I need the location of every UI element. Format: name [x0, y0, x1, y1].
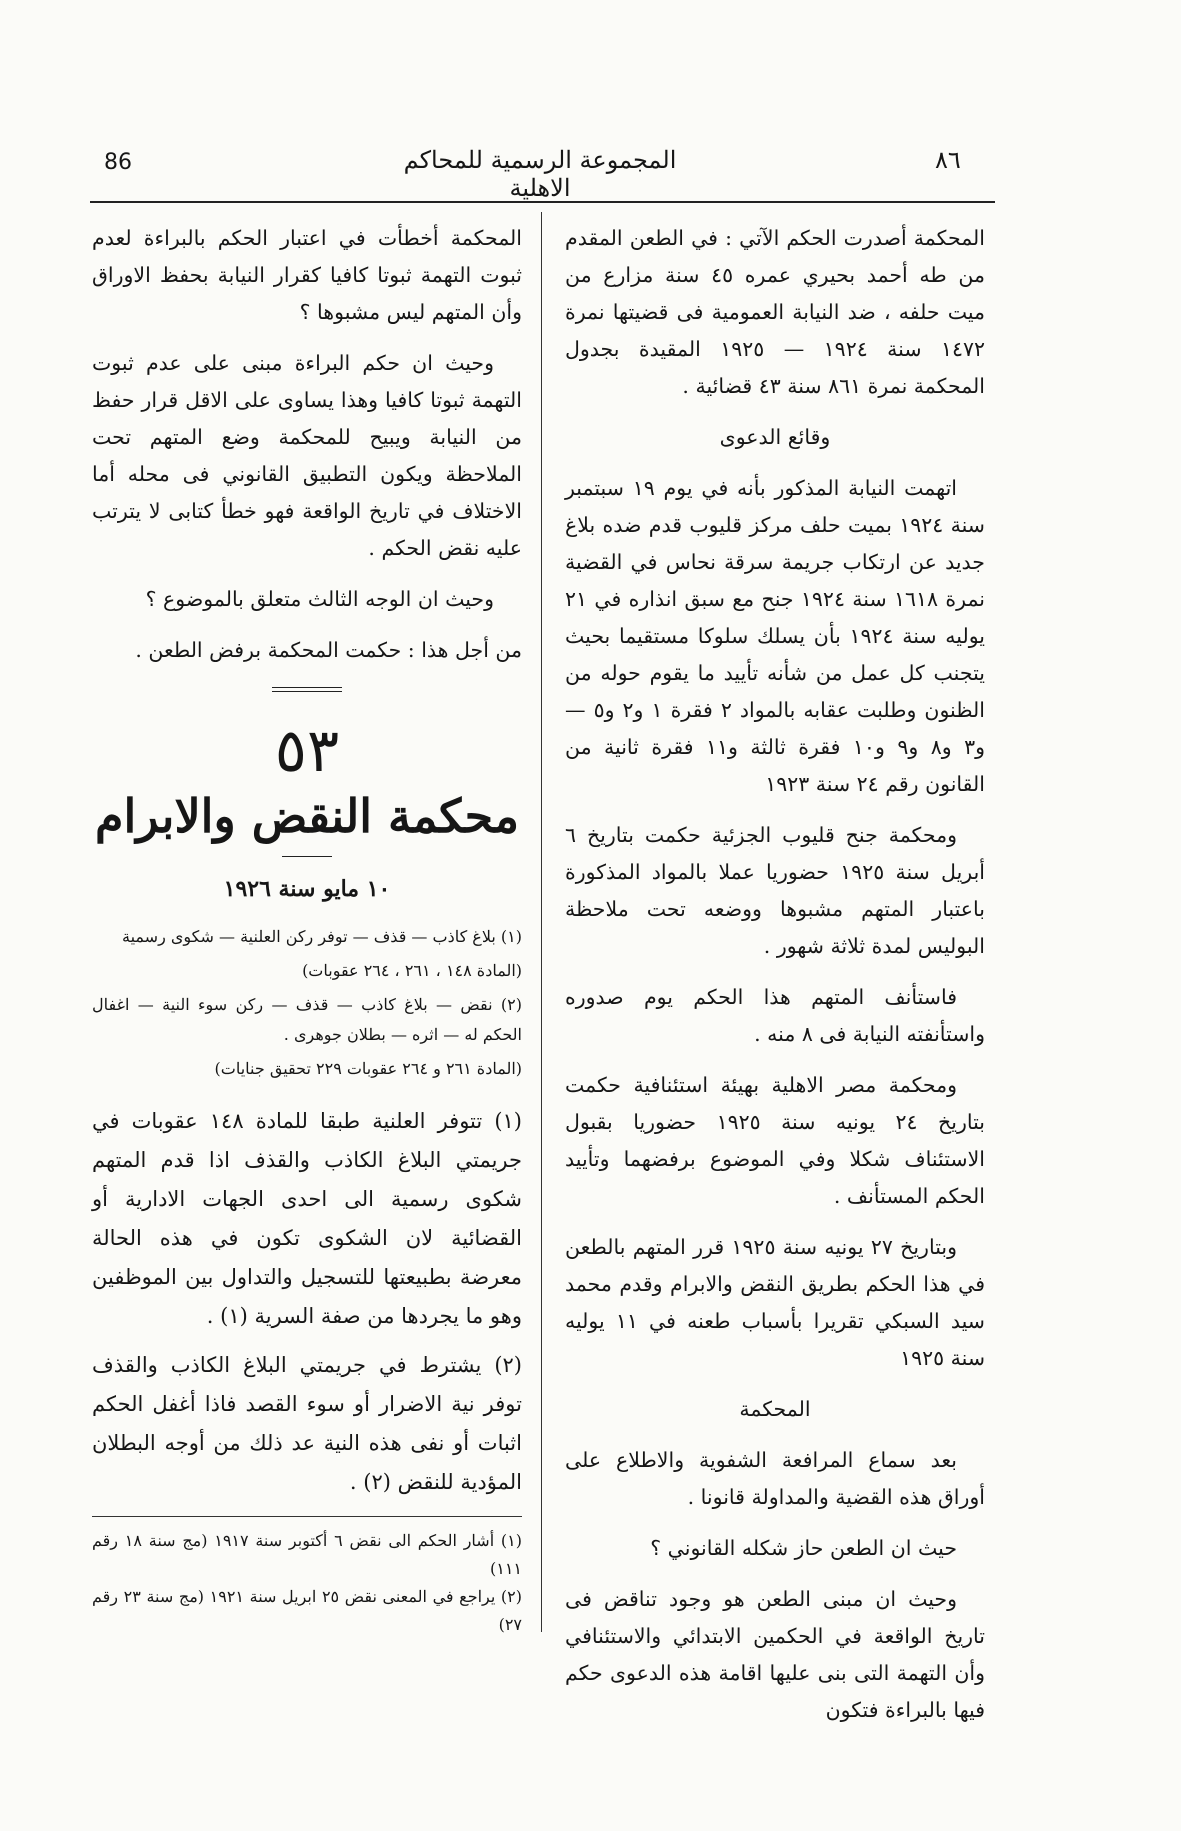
- court-title: محكمة النقض والابرام: [95, 789, 519, 843]
- section-separator: [272, 687, 342, 692]
- principle-1: (١) تتوفر العلنية طبقا للمادة ١٤٨ عقوبات في جريمتي البلاغ الكاذب والقذف اذا قدم المتهم شكوى رسمية الى احدى الجهات الادارية أو القضائية لان الشكوى تكون في هذه الحالة معرضة بطبيعتها للتسجيل والتداول بين الموظفين وهو ما يجردها من صفة السرية (١) .: [92, 1109, 522, 1328]
- left-column: [92, 220, 522, 1639]
- case-number: ٥٣: [274, 716, 340, 786]
- left-paragraph-2: وحيث ان حكم البراءة مبنى على عدم ثبوت التهمة ثبوتا كافيا وهذا يساوى على الاقل قرار حفظ من النيابة ويبيح للمحكمة وضع المتهم تحت الملاحظة ويكون التطبيق القانوني فى محله أما الاختلاف في تاريخ الواقعة فهو خطأ كتابى لا يترتب عليه نقض الحكم .: [92, 351, 522, 560]
- left-paragraph-4: من أجل هذا : حكمت المحكمة برفض الطعن .: [135, 638, 522, 662]
- page-number-latin: 86: [104, 150, 132, 175]
- principle-2: (٢) يشترط في جريمتي البلاغ الكاذب والقذف توفر نية الاضرار أو سوء القصد فاذا أغفل الحكم اثبات أو نفى هذه النية عد ذلك من أوجه البطلان المؤدية للنقض (٢) .: [92, 1353, 522, 1494]
- summary-item-1: (١) بلاغ كاذب — قذف — توفر ركن العلنية — شكوى رسمية: [122, 927, 522, 946]
- running-title: المجموعة الرسمية للمحاكم الاهلية: [403, 146, 677, 202]
- judgment-date: ١٠ مايو سنة ١٩٢٦: [223, 876, 391, 902]
- title-rule: [282, 856, 332, 857]
- summary-ref-1: (المادة ١٤٨ ، ٢٦١ ، ٢٦٤ عقوبات): [302, 961, 522, 980]
- facts-paragraph-1: اتهمت النيابة المذكور بأنه في يوم ١٩ سبتمبر سنة ١٩٢٤ بميت حلف مركز قليوب قدم ضده بلاغ جديد عن ارتكاب جريمة سرقة نحاس في القضية نمرة ١٦١٨ سنة ١٩٢٤ جنح مع سبق انذاره في ٢١ يوليه سنة ١٩٢٤ بأن يسلك سلوكا مستقيما بحيث يتجنب كل عمل من شأنه تأييد ما يقوم حوله من الظنون وطلبت عقابه بالمواد ٢ فقرة ١ و٢ و٥ — و٣ و٨ و٩ و١٠ فقرة ثالثة و١١ فقرة ثانية من القانون رقم ٢٤ سنة ١٩٢٣: [565, 476, 985, 796]
- summary-ref-2: (المادة ٢٦١ و ٢٦٤ عقوبات ٢٢٩ تحقيق جنايات): [214, 1059, 522, 1078]
- facts-paragraph-5: وبتاريخ ٢٧ يونيه سنة ١٩٢٥ قرر المتهم بالطعن في هذا الحكم بطريق النقض والابرام وقدم محمد سيد السبكي تقريرا بأسباب طعنه في ١١ يوليه سنة ١٩٢٥: [565, 1235, 985, 1370]
- left-paragraph-3: وحيث ان الوجه الثالث متعلق بالموضوع ؟: [145, 587, 494, 611]
- footnote-2: (٢) يراجع في المعنى نقض ٢٥ ابريل سنة ١٩٢١ (مج سنة ٢٣ رقم ٢٧): [92, 1587, 523, 1634]
- header-rule: [90, 201, 995, 203]
- facts-paragraph-2: ومحكمة جنح قليوب الجزئية حكمت بتاريخ ٦ أبريل سنة ١٩٢٥ حضوريا عملا بالمواد المذكورة باعتبار المتهم مشبوها ووضعه تحت ملاحظة البوليس لمدة ثلاثة شهور .: [565, 823, 985, 958]
- right-column: [565, 220, 985, 1743]
- summary-block: [92, 922, 522, 1084]
- footnotes: [92, 1527, 522, 1639]
- facts-paragraph-4: ومحكمة مصر الاهلية بهيئة استئنافية حكمت بتاريخ ٢٤ يونيه سنة ١٩٢٥ حضوريا بقبول الاستئناف شكلا وفي الموضوع برفضهما وتأييد الحكم المستأنف .: [565, 1073, 985, 1208]
- court-paragraph-3: وحيث ان مبنى الطعن هو وجود تناقض فى تاريخ الواقعة في الحكمين الابتدائي والاستئنافي وأن التهمة التى بنى عليها اقامة هذه الدعوى حكم فيها بالبراءة فتكون: [565, 1587, 985, 1722]
- court-paragraph-2: حيث ان الطعن حاز شكله القانوني ؟: [650, 1536, 957, 1560]
- page-number-arabic: ٨٦: [935, 146, 961, 174]
- intro-paragraph: المحكمة أصدرت الحكم الآتي : في الطعن المقدم من طه أحمد بحيري عمره ٤٥ سنة مزارع من ميت حلفه ، ضد النيابة العمومية فى قضيتها نمرة ١٤٧٢ سنة ١٩٢٤ — ١٩٢٥ المقيدة بجدول المحكمة نمرة ٨٦١ سنة ٤٣ قضائية .: [565, 226, 985, 398]
- facts-heading: وقائع الدعوى: [719, 425, 831, 449]
- facts-paragraph-3: فاستأنف المتهم هذا الحكم يوم صدوره واستأنفته النيابة فى ٨ منه .: [565, 985, 985, 1046]
- court-paragraph-1: بعد سماع المرافعة الشفوية والاطلاع على أوراق هذه القضية والمداولة قانونا .: [565, 1448, 985, 1509]
- left-paragraph-1: المحكمة أخطأت في اعتبار الحكم بالبراءة لعدم ثبوت التهمة ثبوتا كافيا كقرار النيابة بحفظ الاوراق وأن المتهم ليس مشبوها ؟: [92, 226, 522, 324]
- footnote-rule: [92, 1516, 522, 1517]
- summary-item-2: (٢) نقض — بلاغ كاذب — قذف — ركن سوء النية — اغفال الحكم له — اثره — بطلان جوهرى .: [92, 995, 522, 1044]
- footnote-1: (١) أشار الحكم الى نقض ٦ أكتوبر سنة ١٩١٧ (مج سنة ١٨ رقم ١١١): [92, 1531, 522, 1578]
- column-divider: [541, 212, 542, 1632]
- court-heading: المحكمة: [739, 1397, 811, 1421]
